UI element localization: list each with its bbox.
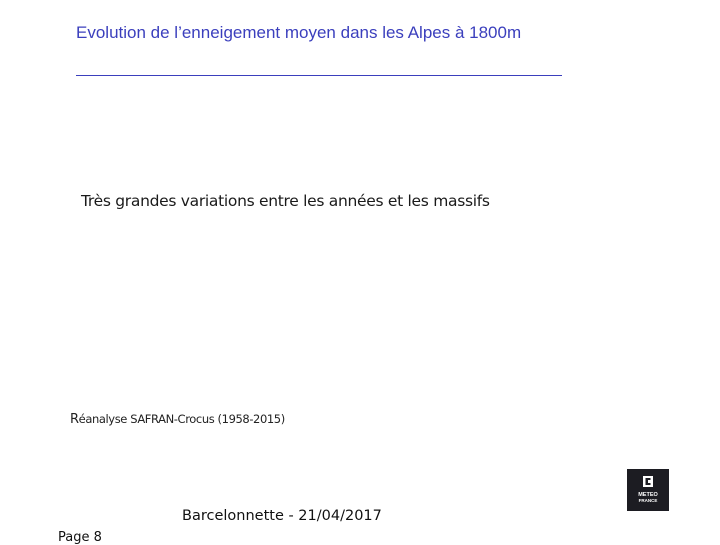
- source-caption: [70, 412, 285, 427]
- source-caption-text: éanalyse SAFRAN-Crocus (1958-2015): [78, 412, 285, 426]
- slide-subtitle: Très grandes variations entre les années et les massifs: [81, 192, 490, 210]
- logo-text-line2: FRANCE: [638, 498, 658, 503]
- page-number: Page 8: [58, 530, 102, 545]
- meteo-france-logo-graphic: [627, 469, 669, 511]
- title-divider: [76, 75, 562, 76]
- logo-text-line1: METEO: [638, 492, 658, 498]
- source-caption-initial: R: [70, 412, 79, 427]
- meteo-france-logo-icon: [627, 469, 669, 511]
- slide-title: Evolution de l’enneigement moyen dans les Alpes à 1800m: [76, 23, 522, 42]
- footer-event: Barcelonnette - 21/04/2017: [182, 508, 382, 524]
